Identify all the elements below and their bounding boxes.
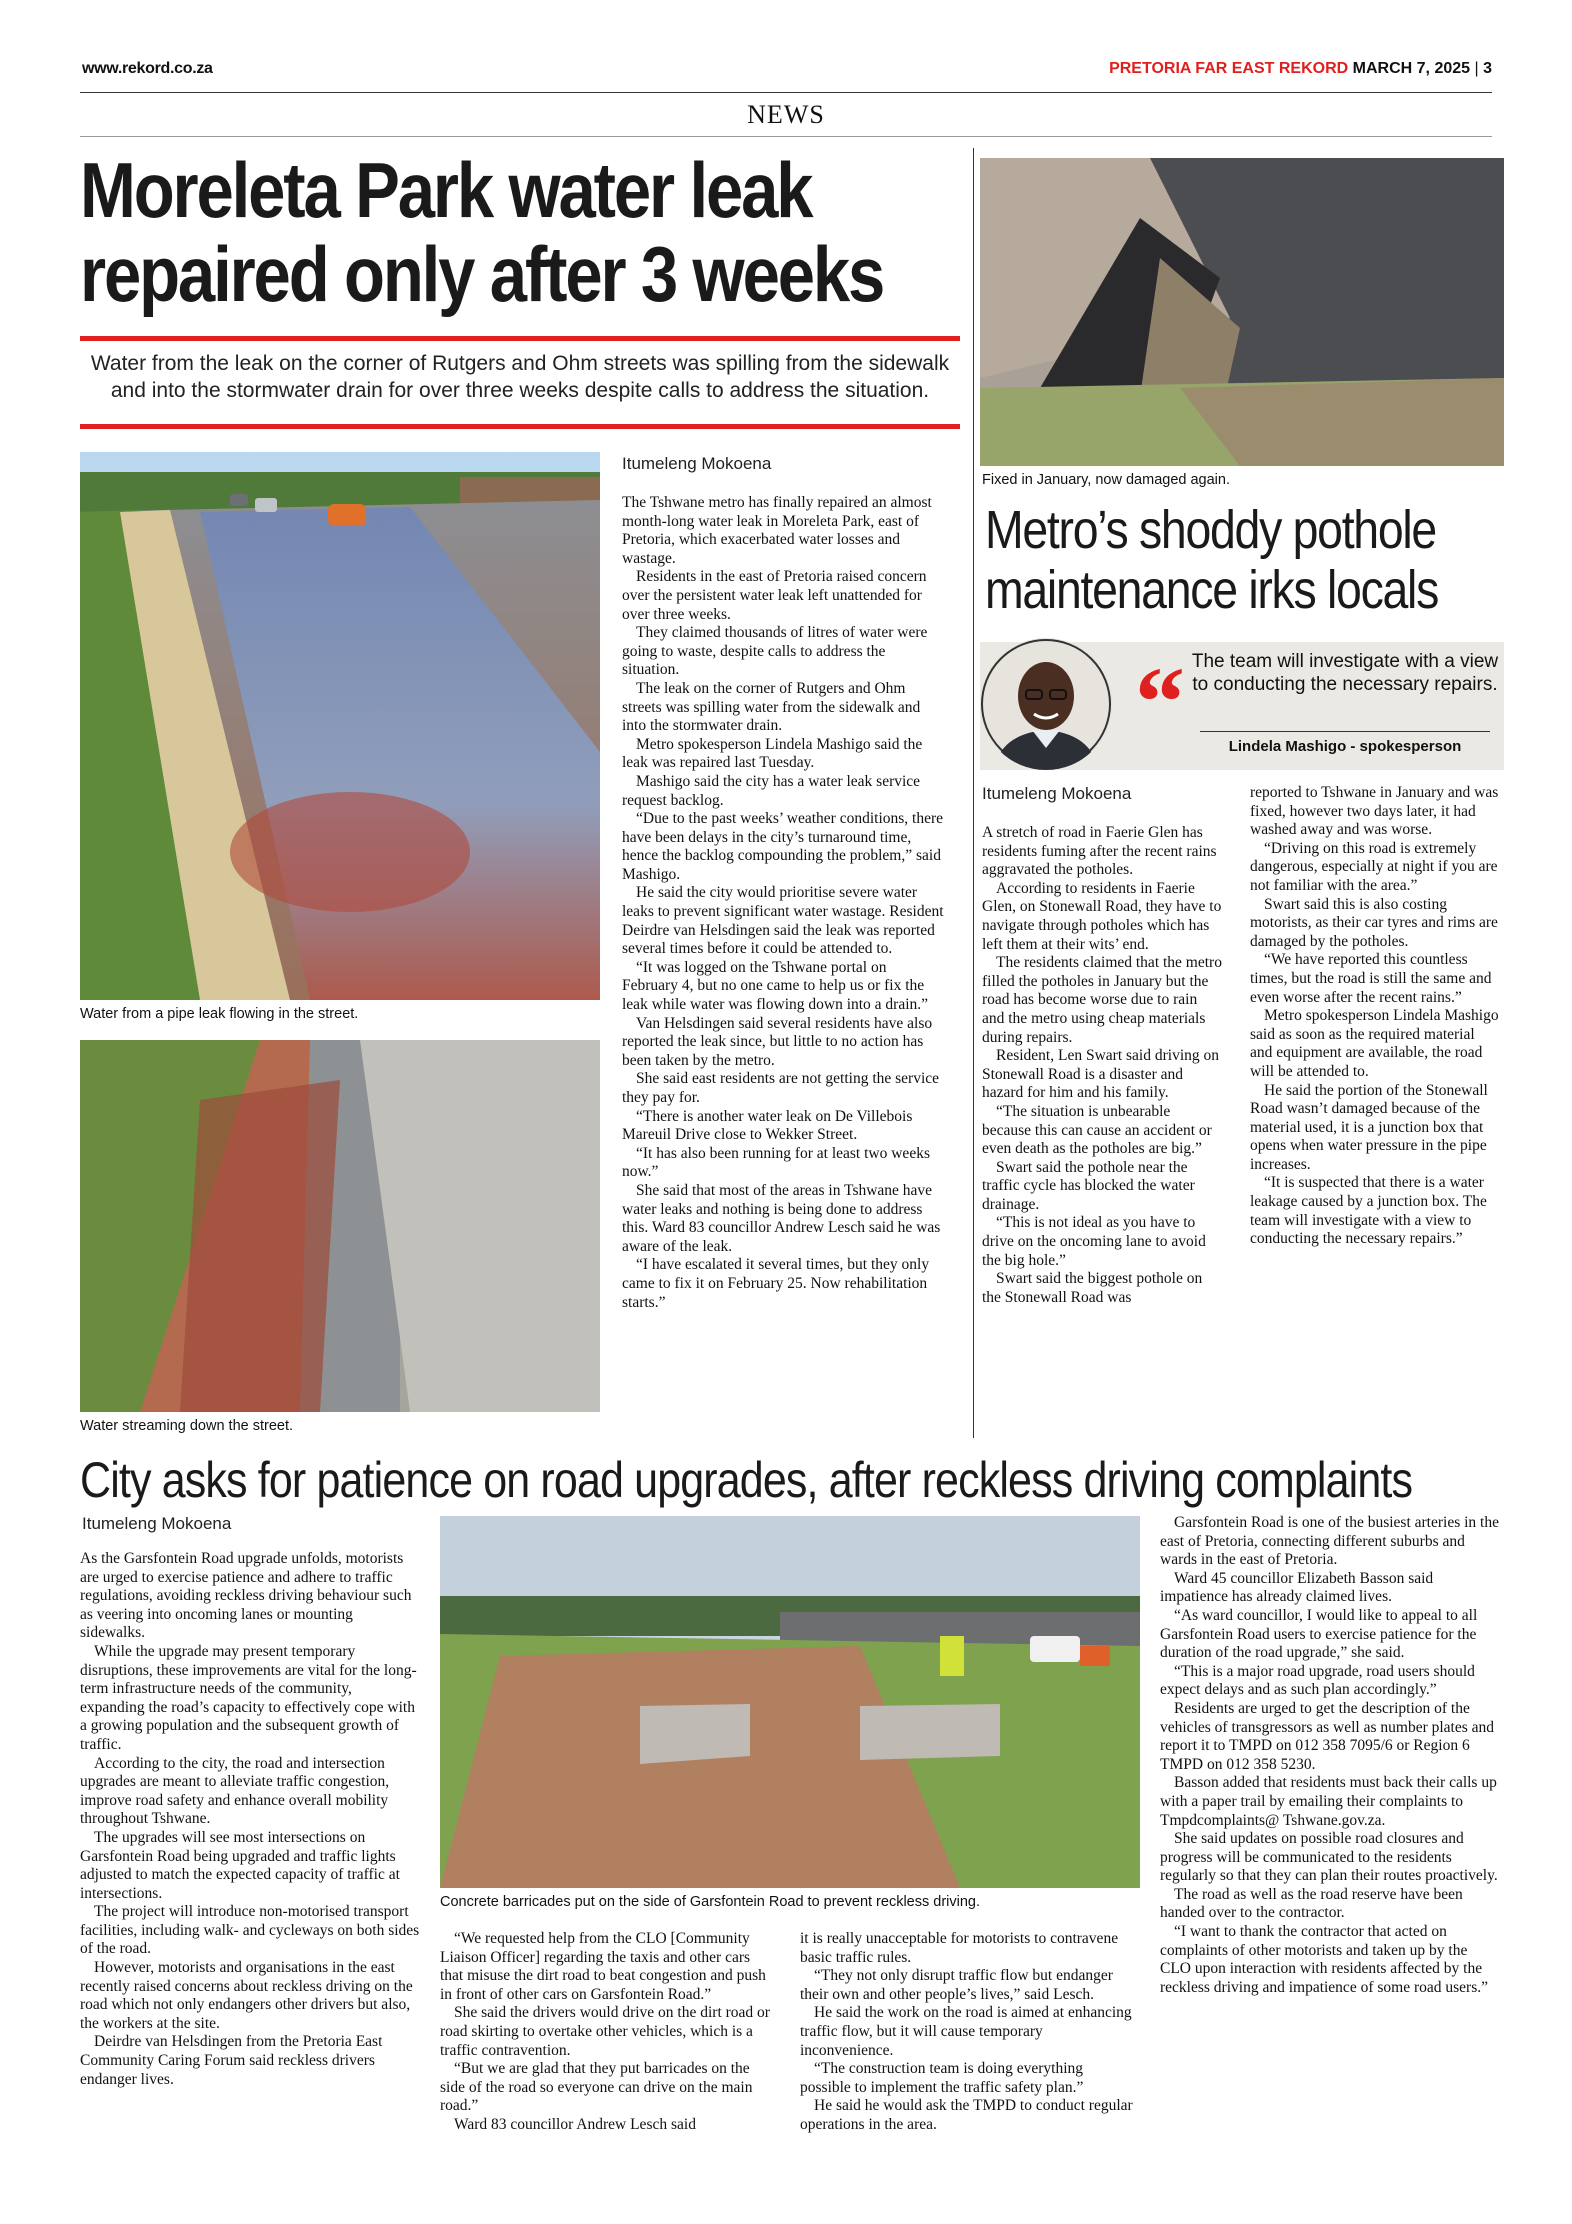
standfirst-bottom-rule [80, 424, 960, 429]
story1-paragraph: He said the city would prioritise severe water leaks to prevent significant water wastage. Resident Deirdre van Helsdingen said the leak was reported several times before it could be attended to. [622, 884, 944, 958]
story2-paragraph: Metro spokesperson Lindela Mashigo said as soon as the required material and equipment are available, the road will be attended to. [1250, 1007, 1499, 1080]
photo-water-leak-street [80, 452, 600, 1000]
photo-water-streaming [80, 1040, 600, 1412]
story2-paragraph: “It is suspected that there is a water leakage caused by a junction box. The team will investigate with a view to conducting the necessary repairs.” [1250, 1174, 1487, 1248]
story2-column2 [1250, 784, 1500, 1249]
story1-paragraph: Residents in the east of Pretoria raised concern over the persistent water leak left unattended for over three weeks. [622, 568, 927, 623]
story2-paragraph: According to residents in Faerie Glen, on Stonewall Road, they have to navigate through potholes which has left them at their wits’ end. [982, 879, 1222, 953]
spokesperson-avatar [980, 638, 1112, 770]
story3-paragraph: Basson added that residents must back their calls up with a paper trail by emailing their complaints to Tmpdcomplaints@ Tshwane.gov.za. [1160, 1774, 1497, 1829]
story1-headline-line1: Moreleta Park water leak [80, 146, 812, 234]
section-label: NEWS [747, 100, 825, 129]
story1-paragraph: The leak on the corner of Rutgers and Ohm streets was spilling water from the sidewalk and into the stormwater drain. [622, 679, 921, 735]
issue-date: MARCH 7, 2025 [1352, 60, 1471, 77]
story1-paragraph: “I have escalated it several times, but they only came to fix it on February 25. Now rehabilitation starts.” [622, 1256, 930, 1311]
story2-paragraph: He said the portion of the Stonewall Road wasn’t damaged because of the material used, it is a junction box that opens when water pressure in the pipe increases. [1250, 1081, 1488, 1173]
story3-column3 [800, 1930, 1135, 2135]
pull-quote-text: The team will investigate with a view to conducting the necessary repairs. [1191, 651, 1499, 695]
story2-headline [985, 500, 1439, 620]
story3-paragraph: The road as well as the road reserve have been handed over to the contractor. [1160, 1885, 1463, 1922]
story1-body [622, 494, 944, 1312]
story3-paragraph: Residents are urged to get the description of the vehicles of transgressors as well as number plates and report it to TMPD on 012 358 7095/6 or Region 6 TMPD on 012 358 5230. [1160, 1699, 1495, 1773]
story3-paragraph: Deirdre van Helsdingen from the Pretoria East Community Caring Forum said reckless drivers endanger lives. [80, 2033, 383, 2088]
story2-paragraph: Resident, Len Swart said driving on Stonewall Road is a disaster and hazard for him and his family. [982, 1047, 1219, 1102]
story3-paragraph: “But we are glad that they put barricades on the side of the road so everyone can drive on the main road.” [440, 2060, 753, 2115]
story3-paragraph: He said he would ask the TMPD to conduct regular operations in the area. [800, 2097, 1133, 2133]
story3-column4 [1160, 1514, 1500, 1997]
section-rule [80, 136, 1492, 137]
story1-paragraph: She said that most of the areas in Tshwane have water leaks and nothing is being done to address this. Ward 83 councillor Andrew Lesch said he was aware of the leak. [622, 1181, 941, 1255]
masthead-right [1109, 60, 1492, 78]
story1-standfirst: Water from the leak on the corner of Rutgers and Ohm streets was spilling from the sidewalk and into the stormwater drain for over three weeks despite calls to address the situation. [90, 352, 950, 402]
photo-barricades [440, 1516, 1140, 1888]
street-leak-illustration [80, 452, 600, 1000]
story3-column2 [440, 1930, 775, 2135]
story1-paragraph: The Tshwane metro has finally repaired an almost month-long water leak in Moreleta Park, east of Pretoria, which exacerbated water losses and wastage. [622, 494, 932, 567]
story2-paragraph: The residents claimed that the metro filled the potholes in January but the road has become worse due to rain and the metro using cheap materials during repairs. [982, 954, 1222, 1046]
story2-paragraph: “We have reported this countless times, but the road is still the same and even worse after the recent rains.” [1250, 951, 1492, 1006]
story2-paragraph: “This is not ideal as you have to drive on the oncoming lane to avoid the big hole.” [982, 1214, 1206, 1269]
story1-paragraph: Van Helsdingen said several residents have also reported the leak since, but little to no action has been taken by the metro. [622, 1014, 933, 1069]
pull-quote-rule [1200, 731, 1490, 732]
story2-paragraph: Swart said the pothole near the traffic cycle has blocked the water drainage. [982, 1158, 1195, 1213]
story2-paragraph: A stretch of road in Faerie Glen has residents fuming after the recent rains aggravated the potholes. [982, 824, 1217, 879]
barricades-illustration [440, 1516, 1140, 1888]
story3-paragraph: According to the city, the road and intersection upgrades are meant to alleviate traffic congestion, improve road safety and enhance overall mobility throughout Tshwane. [80, 1754, 390, 1828]
story3-photo-caption: Concrete barricades put on the side of Garsfontein Road to prevent reckless driving. [440, 1894, 981, 1910]
story2-headline-line1: Metro’s shoddy pothole [985, 500, 1436, 560]
story3-paragraph: The project will introduce non-motorised transport facilities, including walk- and cycleways on both sides of the road. [80, 1903, 420, 1958]
story2-column1 [982, 824, 1222, 1307]
story3-paragraph: She said updates on possible road closures and progress will be communicated to the residents regularly so that they can plan their routes proactively. [1160, 1830, 1498, 1885]
photo2-caption: Water streaming down the street. [80, 1418, 294, 1434]
story3-paragraph: However, motorists and organisations in the east recently raised concerns about reckless driving on the road which not only endangers other drivers but also, the workers at the site. [80, 1959, 413, 2032]
story1-paragraph: “Due to the past weeks’ weather conditions, there have been delays in the city’s turnaround time, hence the backlog compounding the problem,” said Mashigo. [622, 810, 944, 883]
photo-pothole [980, 158, 1504, 466]
story3-paragraph: “They not only disrupt traffic flow but endanger their own and other people’s lives,” said Lesch. [800, 1967, 1113, 2003]
story1-paragraph: “It has also been running for at least two weeks now.” [622, 1144, 930, 1181]
standfirst-top-rule [80, 336, 960, 341]
story3-byline: Itumeleng Mokoena [82, 1514, 232, 1533]
column-rule [973, 148, 974, 1438]
story3-paragraph: it is really unacceptable for motorists to contravene basic traffic rules. [800, 1930, 1119, 1966]
pull-quote-attribution: Lindela Mashigo - spokesperson [1228, 738, 1462, 755]
story3-paragraph: Ward 45 councillor Elizabeth Basson said impatience has already claimed lives. [1160, 1569, 1434, 1606]
story3-paragraph: The upgrades will see most intersections on Garsfontein Road being upgraded and traffic lights adjusted to match the expected capacity of traffic at intersections. [80, 1828, 400, 1902]
story1-paragraph: They claimed thousands of litres of water were going to waste, despite calls to address the situation. [622, 624, 928, 679]
story2-paragraph: Swart said the biggest pothole on the Stonewall Road was [982, 1270, 1203, 1306]
story3-paragraph: Ward 83 councillor Andrew Lesch said [454, 2115, 696, 2133]
quote-mark-icon: “ [1135, 646, 1185, 757]
story3-paragraph: “I want to thank the contractor that acted on complaints of other motorists and taken up by the CLO upon interaction with residents affected by the reckless driving and impatience of some road users.” [1160, 1923, 1488, 1996]
story1-headline-line2: repaired only after 3 weeks [80, 230, 884, 318]
story2-paragraph: “The situation is unbearable because this can cause an accident or even death as the potholes are big.” [982, 1102, 1212, 1158]
story2-paragraph: “Driving on this road is extremely dangerous, especially at night if you are not familiar with the area.” [1250, 839, 1498, 894]
story3-paragraph: She said the drivers would drive on the dirt road or road skirting to overtake other vehicles, which is a traffic contravention. [440, 2004, 770, 2059]
page-number: 3 [1483, 60, 1492, 77]
story2-headline-line2: maintenance irks locals [985, 560, 1439, 620]
story3-paragraph: “The construction team is doing everything possible to implement the traffic safety plan.” [800, 2060, 1084, 2096]
page-separator: | [1474, 60, 1479, 77]
story3-paragraph: “This is a major road upgrade, road users should expect delays and as such plan accordingly.” [1160, 1662, 1475, 1699]
story3-paragraph: “As ward councillor, I would like to appeal to all Garsfontein Road users to exercise patience for the duration of the road upgrade,” she said. [1160, 1606, 1478, 1662]
story3-paragraph: He said the work on the road is aimed at enhancing traffic flow, but it will cause temporary inconvenience. [800, 2004, 1132, 2059]
story3-paragraph: Garsfontein Road is one of the busiest arteries in the east of Pretoria, connecting different suburbs and wards in the east of Pretoria. [1160, 1514, 1499, 1569]
story3-headline: City asks for patience on road upgrades, after reckless driving complaints [80, 1452, 1413, 1508]
story2-photo-caption: Fixed in January, now damaged again. [982, 472, 1230, 488]
story2-paragraph: Swart said this is also costing motorists, as their car tyres and rims are damaged by the potholes. [1250, 895, 1498, 950]
water-streaming-illustration [80, 1040, 600, 1412]
story1-paragraph: Mashigo said the city has a water leak service request backlog. [622, 772, 921, 809]
story1-headline [80, 146, 884, 318]
photo1-caption: Water from a pipe leak flowing in the street. [80, 1006, 359, 1022]
spokesperson-portrait [980, 638, 1112, 770]
pothole-illustration [980, 158, 1504, 466]
story3-column1 [80, 1550, 420, 2089]
story2-paragraph: reported to Tshwane in January and was fixed, however two days later, it had washed away and was worse. [1250, 784, 1499, 839]
story3-paragraph: As the Garsfontein Road upgrade unfolds, motorists are urged to exercise patience and adhere to traffic regulations, avoiding reckless driving behaviour such as veering into oncoming lanes or mounting sidewalks. [80, 1550, 412, 1642]
story1-paragraph: “There is another water leak on De Villebois Mareuil Drive close to Wekker Street. [622, 1107, 913, 1144]
paper-name: PRETORIA FAR EAST REKORD [1109, 60, 1349, 77]
story1-paragraph: Metro spokesperson Lindela Mashigo said the leak was repaired last Tuesday. [622, 735, 923, 772]
story3-paragraph: “We requested help from the CLO [Community Liaison Officer] regarding the taxis and other cars that misuse the dirt road to beat congestion and push in front of other cars on Garsfontein Road.” [440, 1930, 766, 2003]
top-rule [80, 92, 1492, 93]
website-url: www.rekord.co.za [82, 60, 213, 77]
story2-byline: Itumeleng Mokoena [982, 784, 1132, 803]
story1-byline: Itumeleng Mokoena [622, 454, 772, 473]
story1-paragraph: “It was logged on the Tshwane portal on February 4, but no one came to help us or fix the leak while water was flowing down into a drain.” [622, 958, 929, 1014]
story3-paragraph: While the upgrade may present temporary disruptions, these improvements are vital for the long-term infrastructure needs of the community, expanding the road’s capacity to effectively cope with a growing population and the subsequent growth of traffic. [80, 1642, 417, 1753]
story1-paragraph: She said east residents are not getting the service they pay for. [622, 1070, 940, 1106]
